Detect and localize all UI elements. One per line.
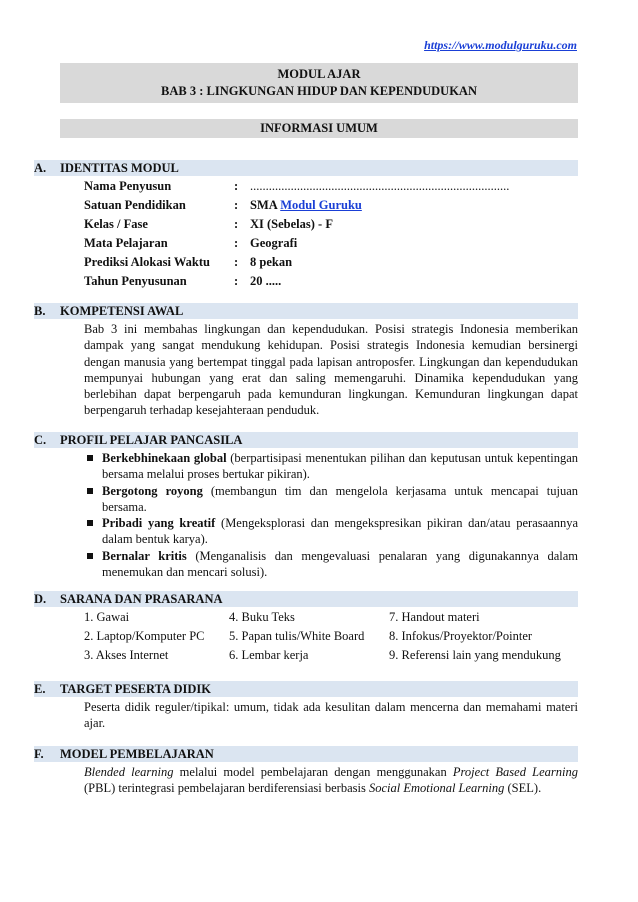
- section-a-heading: [34, 160, 578, 176]
- section-identitas-modul: [34, 160, 578, 291]
- identity-colon: :: [234, 217, 239, 231]
- identity-label: Kelas / Fase: [84, 217, 148, 231]
- list-item: [84, 450, 578, 483]
- list-item: [84, 548, 578, 581]
- grid-item: 7. Handout materi: [389, 610, 480, 624]
- identity-value: [250, 196, 578, 215]
- module-title: MODUL AJAR: [277, 67, 361, 81]
- section-d-heading: [34, 591, 578, 607]
- school-prefix: SMA: [250, 198, 281, 212]
- section-b-heading: [34, 303, 578, 319]
- section-target-peserta: [34, 681, 578, 732]
- item-title: Bernalar kritis: [102, 548, 187, 563]
- grid-item: 9. Referensi lain yang mendukung: [389, 648, 561, 662]
- section-title: PROFIL PELAJAR PANCASILA: [60, 433, 243, 447]
- square-bullet-icon: [87, 520, 93, 526]
- grid-item: 1. Gawai: [84, 610, 130, 624]
- sarana-grid: [84, 609, 578, 663]
- identity-colon: :: [234, 198, 239, 212]
- section-letter: A.: [34, 161, 47, 175]
- model-text: (PBL) terintegrasi pembelajaran berdiferensiasi berbasis: [84, 781, 369, 796]
- section-sarana-prasarana: [34, 591, 578, 663]
- section-letter: D.: [34, 592, 47, 606]
- identity-colon: :: [234, 255, 239, 269]
- identity-row: [84, 215, 578, 234]
- model-text: melalui model pembelajaran dengan menggunakan: [173, 765, 453, 779]
- identity-label: Tahun Penyusunan: [84, 274, 187, 288]
- identity-value: ...................................................................................: [250, 179, 510, 193]
- section-title: TARGET PESERTA DIDIK: [60, 682, 211, 696]
- section-letter: F.: [34, 747, 44, 761]
- identity-colon: :: [234, 236, 239, 250]
- info-umum-heading: INFORMASI UMUM: [60, 119, 578, 138]
- list-item: [84, 483, 578, 516]
- chapter-title: BAB 3 : LINGKUNGAN HIDUP DAN KEPENDUDUKAN: [161, 84, 477, 98]
- square-bullet-icon: [87, 455, 93, 461]
- identity-colon: :: [234, 179, 239, 193]
- section-title: SARANA DAN PRASARANA: [60, 592, 223, 606]
- item-title: Berkebhinekaan global: [102, 451, 227, 465]
- section-model-pembelajaran: [34, 746, 578, 797]
- model-text: (SEL).: [504, 781, 542, 796]
- identity-row: [84, 272, 578, 291]
- kompetensi-paragraph: Bab 3 ini membahas lingkungan dan kependudukan. Posisi strategis Indonesia memberikan dampak yang sangat mendukung kehidupan. Posisi strategis Indonesia kemudian bersinergi dengan manusia yang bertempat tinggal pada lapisan antroposfer. Lingkungan dan kependudukan mempunyai hubungan yang erat dan saling memengaruhi. Dinamika kependudukan yang berlebihan dapat berpengaruh pada kemunduran lingkungan. Kemunduran lingkungan dapat berpengaruh terhadap kesejahteraan penduduk.: [84, 322, 578, 418]
- sel-term: Social Emotional Learning: [368, 781, 505, 796]
- grid-item: 8. Infokus/Proyektor/Pointer: [389, 629, 533, 643]
- identity-label: Nama Penyusun: [84, 179, 172, 193]
- section-profil-pelajar: [34, 432, 578, 580]
- header-url-link[interactable]: https://www.modulguruku.com: [424, 38, 577, 52]
- blended-learning-term: Blended learning: [84, 765, 174, 779]
- square-bullet-icon: [87, 553, 93, 559]
- item-text: (berpartisipasi menentukan pilihan dan keputusan untuk kepentingan bersama melalui proses bertukar pikiran).: [102, 451, 578, 482]
- identity-label: Satuan Pendidikan: [84, 198, 186, 212]
- identity-row: [84, 177, 578, 196]
- pbl-term: Project Based Learning: [452, 765, 578, 779]
- profil-list: [84, 450, 578, 580]
- identity-value: 8 pekan: [250, 255, 293, 269]
- school-link[interactable]: Modul Guruku: [280, 198, 362, 212]
- list-item: [84, 515, 578, 548]
- target-paragraph: Peserta didik reguler/tipikal: umum, tidak ada kesulitan dalam mencerna dan memahami materi ajar.: [84, 700, 578, 731]
- identity-row: [84, 196, 578, 215]
- item-text: (membangun tim dan mengelola kerjasama untuk mencapai tujuan bersama.: [102, 483, 578, 514]
- identity-colon: :: [234, 274, 239, 288]
- square-bullet-icon: [87, 488, 93, 494]
- item-title: Bergotong royong: [102, 483, 203, 498]
- identity-value: Geografi: [250, 236, 298, 250]
- grid-item: 3. Akses Internet: [84, 648, 169, 662]
- section-letter: B.: [34, 304, 46, 318]
- grid-item: 6. Lembar kerja: [229, 648, 309, 662]
- section-title: MODEL PEMBELAJARAN: [60, 747, 214, 761]
- section-kompetensi-awal: [34, 303, 578, 419]
- grid-item: 2. Laptop/Komputer PC: [84, 629, 205, 643]
- section-f-heading: [34, 746, 578, 762]
- identity-label: Mata Pelajaran: [84, 236, 168, 250]
- section-letter: C.: [34, 433, 47, 447]
- section-e-heading: [34, 681, 578, 697]
- identity-label: Prediksi Alokasi Waktu: [84, 255, 210, 269]
- identity-value: 20 .....: [250, 274, 282, 288]
- item-text: (Mengeksplorasi dan mengekspresikan pikiran dan/atau perasaannya dalam bentuk karya).: [102, 516, 578, 547]
- grid-item: 4. Buku Teks: [229, 610, 295, 624]
- grid-item: 5. Papan tulis/White Board: [229, 629, 365, 643]
- section-c-heading: [34, 432, 578, 448]
- model-paragraph: [84, 764, 578, 797]
- section-letter: E.: [34, 682, 46, 696]
- identity-row: [84, 234, 578, 253]
- identity-row: [84, 253, 578, 272]
- identity-value: XI (Sebelas) - F: [250, 217, 333, 231]
- module-title-band: [60, 63, 578, 103]
- item-title: Pribadi yang kreatif: [102, 516, 216, 531]
- section-title: IDENTITAS MODUL: [60, 161, 179, 175]
- section-title: KOMPETENSI AWAL: [60, 304, 184, 318]
- item-text: (Menganalisis dan mengevaluasi penalaran yang digunakannya dalam menemukan dan mencari solusi).: [102, 548, 578, 580]
